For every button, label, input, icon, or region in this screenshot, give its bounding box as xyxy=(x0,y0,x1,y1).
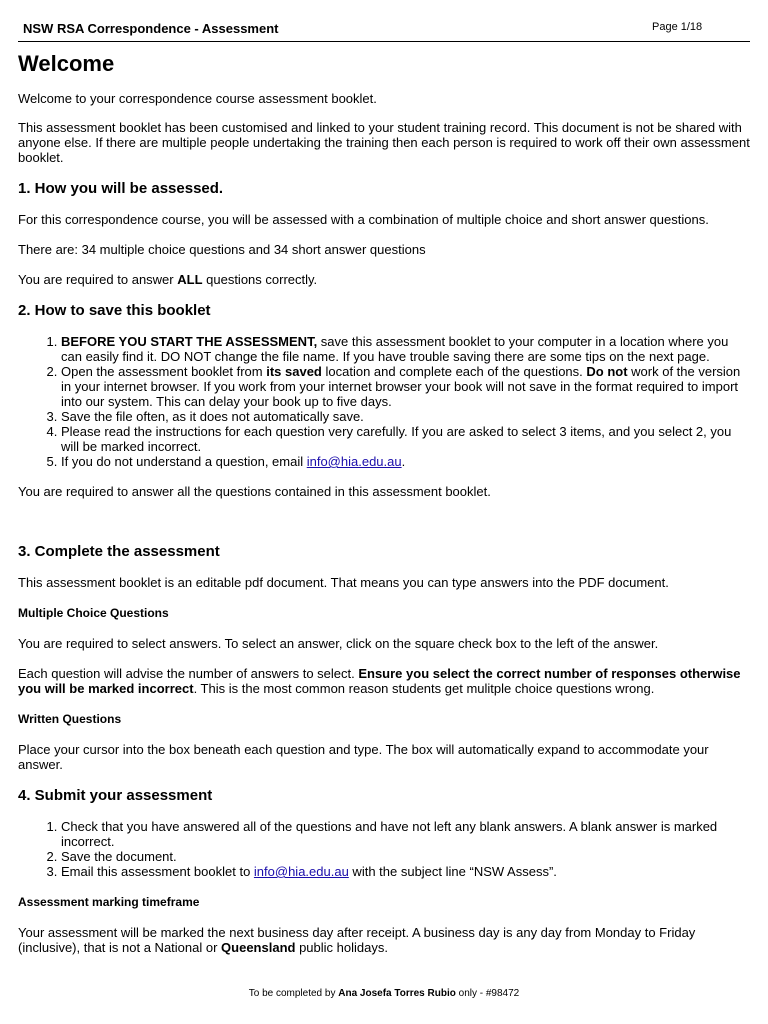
emphasis: Ensure you select the correct number of responses otherwise you will be marked incorrect xyxy=(18,666,741,696)
emphasis: Do not xyxy=(586,364,628,379)
text-run: Each question will advise the number of answers to select. xyxy=(18,666,359,681)
text-run: You are required to answer xyxy=(18,272,178,287)
text-run: questions correctly. xyxy=(202,272,318,287)
editable-pdf-paragraph: This assessment booklet is an editable pdf document. That means you can type answers into the PDF document. xyxy=(18,575,669,590)
save-steps-list xyxy=(18,334,750,469)
list-item xyxy=(61,334,750,364)
text-run: with the subject line “NSW Assess”. xyxy=(348,864,557,879)
text-run: only - #98472 xyxy=(455,988,520,999)
text-run: Open the assessment booklet from xyxy=(61,364,267,379)
text-run: . xyxy=(401,454,406,469)
text-run: To be completed by xyxy=(248,988,339,999)
text-run: Your assessment will be marked the next business day after receipt. A business day is any day from Monday to Friday (inclusive), that is not a National or xyxy=(18,925,696,955)
number-of-answers-paragraph xyxy=(18,666,750,696)
page-number: Page 1/18 xyxy=(652,21,703,33)
header-title: NSW RSA Correspondence - Assessment xyxy=(23,21,279,36)
list-item: 1. Check that you have answered all of the questions and have not left any blank answers. A blank answer is marked incorrect. xyxy=(61,819,750,849)
welcome-paragraph: Welcome to your correspondence course assessment booklet. xyxy=(18,91,377,106)
section-3-heading: 3. Complete the assessment xyxy=(18,543,220,560)
footer-note xyxy=(0,988,768,999)
text-run: work of the version in your internet browser. If you work from your internet browser your book will not save in the format required to import into our system. This can delay your book up to five days. xyxy=(61,364,741,409)
email-link[interactable]: info@hia.edu.au xyxy=(306,454,402,469)
text-run: public holidays. xyxy=(295,940,388,955)
header-divider xyxy=(18,41,750,42)
list-item: 2. Save the document. xyxy=(61,849,750,864)
emphasis: Queensland xyxy=(221,940,296,955)
emphasis: BEFORE YOU START THE ASSESSMENT, xyxy=(61,334,318,349)
submit-steps-list xyxy=(18,819,750,879)
marking-timeframe-subheading: Assessment marking timeframe xyxy=(18,895,200,909)
booklet-intro-paragraph: This assessment booklet has been customised and linked to your student training record. This document is not be shared with anyone else. If there are multiple people undertaking the training then each person is required to work off their own assessment booklet. xyxy=(18,120,750,165)
document-body xyxy=(18,50,750,955)
list-item: 3. Save the file often, as it does not automatically save. xyxy=(61,409,750,424)
list-item: 4. Please read the instructions for each question very carefully. If you are asked to select 3 items, and you select 2, you will be marked incorrect. xyxy=(61,424,750,454)
list-item xyxy=(61,864,750,879)
section-1-heading: 1. How you will be assessed. xyxy=(18,180,224,197)
assessment-method-paragraph: For this correspondence course, you will be assessed with a combination of multiple choice and short answer questions. xyxy=(18,212,709,227)
multiple-choice-subheading: Multiple Choice Questions xyxy=(18,606,169,620)
list-item xyxy=(61,364,750,409)
marking-timeframe-paragraph xyxy=(18,925,750,955)
welcome-heading: Welcome xyxy=(18,51,115,76)
emphasis: its saved xyxy=(266,364,322,379)
written-questions-subheading: Written Questions xyxy=(18,712,122,726)
student-name: Ana Josefa Torres Rubio xyxy=(338,988,456,999)
emphasis: ALL xyxy=(177,272,203,287)
text-run: If you do not understand a question, email xyxy=(61,454,307,469)
answer-all-questions-paragraph: You are required to answer all the questions contained in this assessment booklet. xyxy=(18,484,491,499)
text-run: . This is the most common reason students get mulitple choice questions wrong. xyxy=(193,681,655,696)
answer-all-paragraph xyxy=(18,272,750,287)
section-2-heading: 2. How to save this booklet xyxy=(18,302,211,319)
cursor-instructions-paragraph: Place your cursor into the box beneath each question and type. The box will automatically expand to accommodate your answer. xyxy=(18,742,709,772)
select-answers-paragraph: You are required to select answers. To select an answer, click on the square check box to the left of the answer. xyxy=(18,636,659,651)
text-run: location and complete each of the questions. xyxy=(321,364,587,379)
list-item xyxy=(61,454,750,469)
question-count-paragraph: There are: 34 multiple choice questions and 34 short answer questions xyxy=(18,242,426,257)
email-link[interactable]: info@hia.edu.au xyxy=(253,864,349,879)
text-run: save this assessment booklet to your computer in a location where you can easily find it. DO NOT change the file name. If you have trouble saving there are some tips on the next page. xyxy=(61,334,729,364)
text-run: Email this assessment booklet to xyxy=(61,864,254,879)
section-4-heading: 4. Submit your assessment xyxy=(18,787,213,804)
